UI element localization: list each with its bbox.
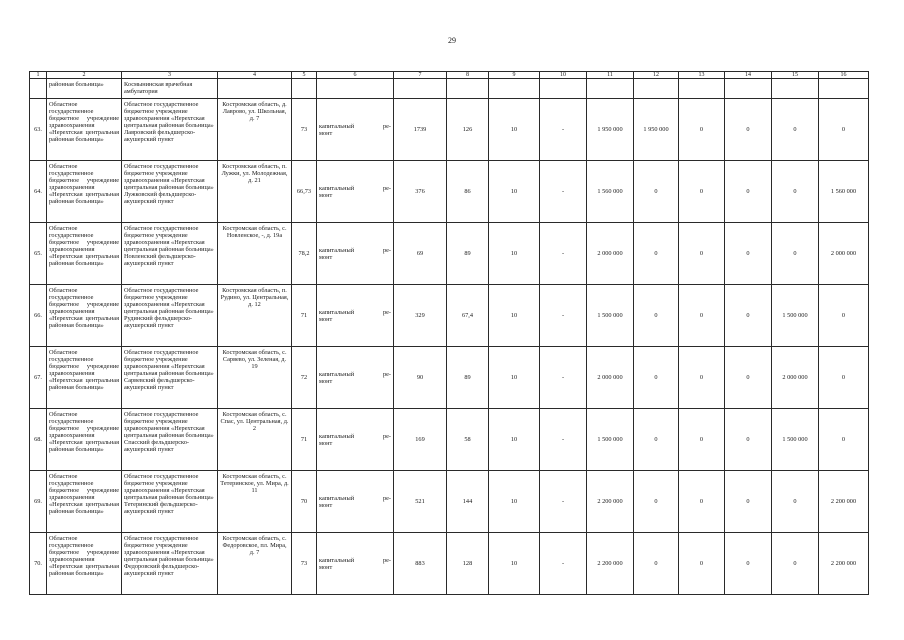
work-type-cell	[317, 285, 394, 347]
work-type-text: капитальный	[319, 184, 355, 192]
value-cell-11: 2 000 000	[587, 223, 634, 285]
value-cell-14: 0	[725, 347, 772, 409]
value-cell-10: -	[540, 161, 587, 223]
column-number: 11	[587, 72, 634, 79]
value-cell-14: 0	[725, 223, 772, 285]
value-cell-15: 0	[772, 533, 819, 595]
value-cell-15: 1 500 000	[772, 409, 819, 471]
owner-cell: Областное государственное бюджетное учреждение здравоохранения «Нерехтская центральная районная больница»	[47, 285, 122, 347]
work-type-end: монт	[319, 129, 333, 137]
value-cell-12: 0	[634, 285, 679, 347]
work-type-end: монт	[319, 253, 333, 261]
value-cell-7: 90	[394, 347, 447, 409]
row-number	[30, 79, 47, 99]
work-type-text: капитальный	[319, 308, 355, 316]
column-number: 12	[634, 72, 679, 79]
owner-cell: районная больница»	[47, 79, 122, 99]
value-cell-10: -	[540, 99, 587, 161]
address-cell: Костромская область, п. Рудино, ул. Центральная, д. 12	[218, 285, 292, 347]
row-number: 63.	[30, 99, 47, 161]
owner-cell: Областное государственное бюджетное учреждение здравоохранения «Нерехтская центральная районная больница»	[47, 347, 122, 409]
value-cell-8: 89	[447, 347, 489, 409]
continuation-row	[30, 79, 869, 99]
work-type-cell	[317, 161, 394, 223]
column-number: 15	[772, 72, 819, 79]
value-cell-14: 0	[725, 285, 772, 347]
value-cell-11: 1 950 000	[587, 99, 634, 161]
value-cell-5: 78,2	[292, 223, 317, 285]
value-cell-14: 0	[725, 99, 772, 161]
value-cell-13: 0	[679, 471, 725, 533]
object-cell: Областное государственное бюджетное учреждение здравоохранения «Нерехтская центральная районная больница» Сарвевский фельдшерско-акушерский пункт	[122, 347, 218, 409]
value-cell-10: -	[540, 533, 587, 595]
object-cell: Областное государственное бюджетное учреждение здравоохранения «Нерехтская центральная районная больница» Лужковский фельдшерско-акушерский пункт	[122, 161, 218, 223]
work-type-text: капитальный	[319, 494, 355, 502]
work-type-hyphen: ре-	[382, 184, 391, 192]
table-row	[30, 347, 869, 409]
row-number: 67.	[30, 347, 47, 409]
table-row	[30, 409, 869, 471]
row-number: 69.	[30, 471, 47, 533]
value-cell-13: 0	[679, 347, 725, 409]
value-cell-10: -	[540, 223, 587, 285]
column-number: 1	[30, 72, 47, 79]
address-cell: Костромская область, с. Новленское, -, д. 19а	[218, 223, 292, 285]
row-number: 65.	[30, 223, 47, 285]
value-cell-9: 10	[489, 347, 540, 409]
value-cell-13: 0	[679, 99, 725, 161]
value-cell-5: 71	[292, 409, 317, 471]
value-cell-9: 10	[489, 285, 540, 347]
work-type-end: монт	[319, 377, 333, 385]
value-cell-16: 2 200 000	[819, 471, 869, 533]
table-row	[30, 471, 869, 533]
value-cell-15: 0	[772, 99, 819, 161]
value-cell-9: 10	[489, 471, 540, 533]
column-number: 13	[679, 72, 725, 79]
value-cell-12: 0	[634, 223, 679, 285]
work-type-text: капитальный	[319, 370, 355, 378]
value-cell-8: 89	[447, 223, 489, 285]
address-cell: Костромская область, п. Лужки, ул. Молодежная, д. 21	[218, 161, 292, 223]
value-cell-11: 1 500 000	[587, 285, 634, 347]
value-cell-11: 2 200 000	[587, 533, 634, 595]
value-cell-12: 0	[634, 533, 679, 595]
table-row	[30, 223, 869, 285]
empty-cell	[587, 79, 634, 99]
value-cell-9: 10	[489, 533, 540, 595]
column-number: 16	[819, 72, 869, 79]
value-cell-8: 144	[447, 471, 489, 533]
value-cell-10: -	[540, 409, 587, 471]
value-cell-12: 0	[634, 471, 679, 533]
value-cell-13: 0	[679, 409, 725, 471]
object-cell: Областное государственное бюджетное учреждение здравоохранения «Нерехтская центральная районная больница» Лавровский фельдшерско-акушерский пункт	[122, 99, 218, 161]
address-cell: Костромская область, д. Лаврово, ул. Школьная, д. 7	[218, 99, 292, 161]
value-cell-7: 376	[394, 161, 447, 223]
empty-cell	[772, 79, 819, 99]
column-number: 7	[394, 72, 447, 79]
row-number: 64.	[30, 161, 47, 223]
value-cell-7: 169	[394, 409, 447, 471]
object-cell: Областное государственное бюджетное учреждение здравоохранения «Нерехтская центральная районная больница» Спасский фельдшерско-акушерский пункт	[122, 409, 218, 471]
work-type-end: монт	[319, 191, 333, 199]
row-number: 70.	[30, 533, 47, 595]
address-cell: Костромская область, с. Тетеринское, ул. Мира, д. 11	[218, 471, 292, 533]
column-number: 10	[540, 72, 587, 79]
value-cell-15: 0	[772, 161, 819, 223]
owner-cell: Областное государственное бюджетное учреждение здравоохранения «Нерехтская центральная районная больница»	[47, 223, 122, 285]
value-cell-8: 126	[447, 99, 489, 161]
object-cell: Областное государственное бюджетное учреждение здравоохранения «Нерехтская центральная районная больница» Тетеринский фельдшерско-акушерский пункт	[122, 471, 218, 533]
value-cell-13: 0	[679, 161, 725, 223]
empty-cell	[540, 79, 587, 99]
page-number: 29	[448, 36, 456, 45]
address-cell: Костромская область, с. Спас, ул. Центральная, д. 2	[218, 409, 292, 471]
value-cell-15: 2 000 000	[772, 347, 819, 409]
empty-cell	[218, 79, 292, 99]
value-cell-14: 0	[725, 471, 772, 533]
work-type-cell	[317, 99, 394, 161]
facilities-repair-table	[29, 71, 869, 595]
owner-cell: Областное государственное бюджетное учреждение здравоохранения «Нерехтская центральная районная больница»	[47, 471, 122, 533]
value-cell-8: 86	[447, 161, 489, 223]
column-number: 4	[218, 72, 292, 79]
value-cell-12: 1 950 000	[634, 99, 679, 161]
value-cell-5: 73	[292, 533, 317, 595]
value-cell-11: 1 500 000	[587, 409, 634, 471]
value-cell-7: 883	[394, 533, 447, 595]
value-cell-16: 0	[819, 285, 869, 347]
work-type-hyphen: ре-	[382, 556, 391, 564]
work-type-cell	[317, 533, 394, 595]
table-row	[30, 533, 869, 595]
column-number: 6	[317, 72, 394, 79]
work-type-hyphen: ре-	[382, 308, 391, 316]
column-number-row	[30, 72, 869, 79]
empty-cell	[725, 79, 772, 99]
value-cell-5: 72	[292, 347, 317, 409]
empty-cell	[447, 79, 489, 99]
value-cell-15: 0	[772, 223, 819, 285]
row-number: 66.	[30, 285, 47, 347]
value-cell-14: 0	[725, 409, 772, 471]
value-cell-16: 2 200 000	[819, 533, 869, 595]
address-cell: Костромская область, с. Сарвево, ул. Зеленая, д. 19	[218, 347, 292, 409]
value-cell-16: 0	[819, 99, 869, 161]
value-cell-9: 10	[489, 161, 540, 223]
value-cell-5: 71	[292, 285, 317, 347]
column-number: 9	[489, 72, 540, 79]
object-cell: Космынинская врачебная амбулатория	[122, 79, 218, 99]
value-cell-11: 2 000 000	[587, 347, 634, 409]
value-cell-9: 10	[489, 409, 540, 471]
work-type-text: капитальный	[319, 556, 355, 564]
value-cell-13: 0	[679, 533, 725, 595]
value-cell-7: 1739	[394, 99, 447, 161]
owner-cell: Областное государственное бюджетное учреждение здравоохранения «Нерехтская центральная районная больница»	[47, 533, 122, 595]
value-cell-12: 0	[634, 409, 679, 471]
value-cell-9: 10	[489, 99, 540, 161]
empty-cell	[292, 79, 317, 99]
work-type-text: капитальный	[319, 122, 355, 130]
empty-cell	[679, 79, 725, 99]
table-row	[30, 99, 869, 161]
work-type-hyphen: ре-	[382, 370, 391, 378]
value-cell-12: 0	[634, 161, 679, 223]
work-type-end: монт	[319, 563, 333, 571]
table-body	[30, 72, 869, 595]
work-type-hyphen: ре-	[382, 122, 391, 130]
value-cell-5: 70	[292, 471, 317, 533]
value-cell-14: 0	[725, 533, 772, 595]
value-cell-16: 0	[819, 347, 869, 409]
value-cell-9: 10	[489, 223, 540, 285]
work-type-cell	[317, 223, 394, 285]
value-cell-7: 521	[394, 471, 447, 533]
column-number: 2	[47, 72, 122, 79]
value-cell-11: 2 200 000	[587, 471, 634, 533]
value-cell-10: -	[540, 471, 587, 533]
value-cell-14: 0	[725, 161, 772, 223]
work-type-text: капитальный	[319, 246, 355, 254]
value-cell-16: 0	[819, 409, 869, 471]
column-number: 8	[447, 72, 489, 79]
empty-cell	[819, 79, 869, 99]
address-cell: Костромская область, с. Федоровское, пл. Мира, д. 7	[218, 533, 292, 595]
work-type-end: монт	[319, 501, 333, 509]
value-cell-10: -	[540, 285, 587, 347]
work-type-cell	[317, 347, 394, 409]
value-cell-15: 1 500 000	[772, 285, 819, 347]
value-cell-5: 73	[292, 99, 317, 161]
object-cell: Областное государственное бюджетное учреждение здравоохранения «Нерехтская центральная районная больница» Федоровский фельдшерско-акушерский пункт	[122, 533, 218, 595]
column-number: 3	[122, 72, 218, 79]
value-cell-15: 0	[772, 471, 819, 533]
work-type-cell	[317, 471, 394, 533]
value-cell-16: 1 560 000	[819, 161, 869, 223]
empty-cell	[489, 79, 540, 99]
empty-cell	[317, 79, 394, 99]
owner-cell: Областное государственное бюджетное учреждение здравоохранения «Нерехтская центральная районная больница»	[47, 99, 122, 161]
empty-cell	[634, 79, 679, 99]
owner-cell: Областное государственное бюджетное учреждение здравоохранения «Нерехтская центральная районная больница»	[47, 409, 122, 471]
table-row	[30, 161, 869, 223]
value-cell-7: 329	[394, 285, 447, 347]
value-cell-8: 128	[447, 533, 489, 595]
work-type-hyphen: ре-	[382, 432, 391, 440]
row-number: 68.	[30, 409, 47, 471]
object-cell: Областное государственное бюджетное учреждение здравоохранения «Нерехтская центральная районная больница» Новленский фельдшерско-акушерский пункт	[122, 223, 218, 285]
value-cell-13: 0	[679, 285, 725, 347]
value-cell-16: 2 000 000	[819, 223, 869, 285]
value-cell-7: 69	[394, 223, 447, 285]
empty-cell	[394, 79, 447, 99]
value-cell-8: 67,4	[447, 285, 489, 347]
work-type-end: монт	[319, 439, 333, 447]
column-number: 14	[725, 72, 772, 79]
owner-cell: Областное государственное бюджетное учреждение здравоохранения «Нерехтская центральная районная больница»	[47, 161, 122, 223]
value-cell-12: 0	[634, 347, 679, 409]
value-cell-13: 0	[679, 223, 725, 285]
work-type-cell	[317, 409, 394, 471]
value-cell-10: -	[540, 347, 587, 409]
work-type-text: капитальный	[319, 432, 355, 440]
value-cell-11: 1 560 000	[587, 161, 634, 223]
work-type-end: монт	[319, 315, 333, 323]
table-row	[30, 285, 869, 347]
value-cell-8: 58	[447, 409, 489, 471]
object-cell: Областное государственное бюджетное учреждение здравоохранения «Нерехтская центральная районная больница» Рудинский фельдшерско-акушерский пункт	[122, 285, 218, 347]
work-type-hyphen: ре-	[382, 246, 391, 254]
value-cell-5: 66,73	[292, 161, 317, 223]
work-type-hyphen: ре-	[382, 494, 391, 502]
column-number: 5	[292, 72, 317, 79]
